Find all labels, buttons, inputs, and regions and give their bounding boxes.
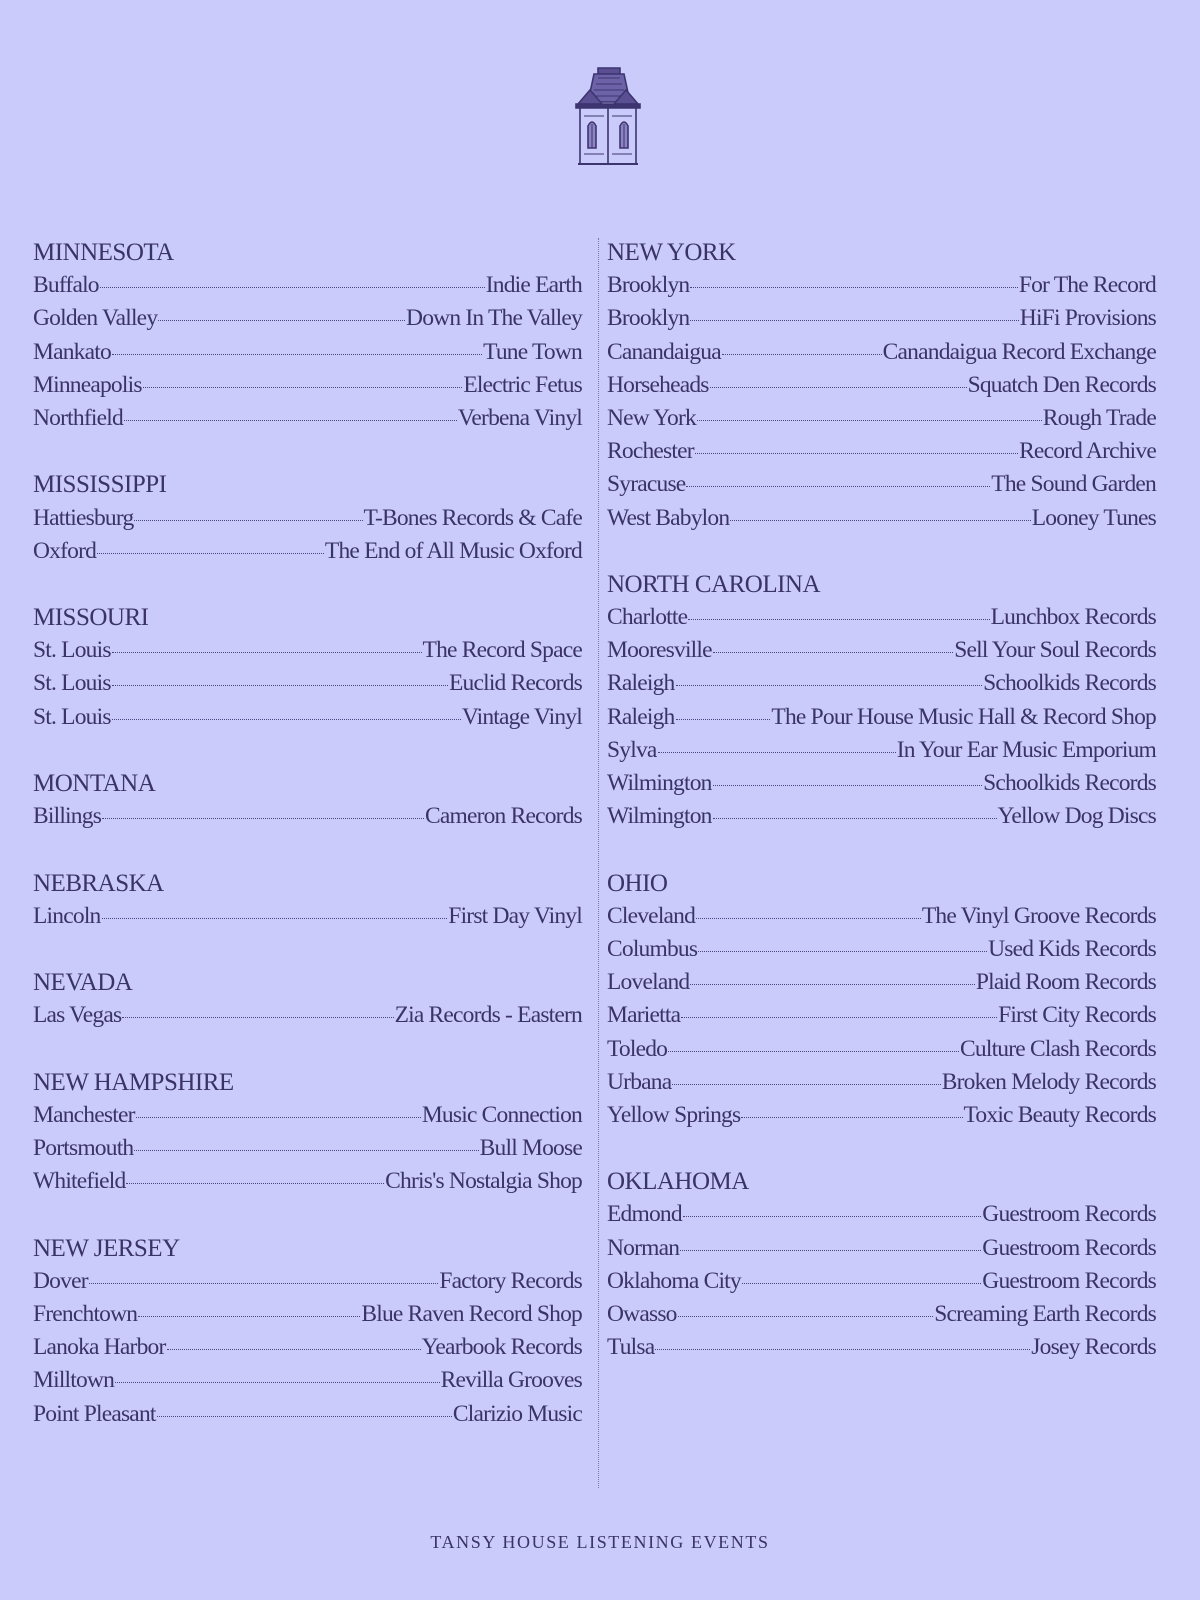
store-row (607, 601, 1156, 634)
dot-leader (100, 287, 485, 288)
store-name: T-Bones Records & Cafe (363, 504, 582, 531)
store-row (607, 900, 1156, 933)
city-name: Golden Valley (33, 305, 158, 332)
footer-title: TANSY HOUSE LISTENING EVENTS (430, 1532, 770, 1552)
store-row (607, 402, 1156, 435)
store-name: Revilla Grooves (440, 1367, 582, 1394)
store-name: Electric Fetus (463, 371, 582, 398)
store-row (607, 1298, 1156, 1331)
store-name: Guestroom Records (982, 1234, 1156, 1261)
city-name: Yellow Springs (607, 1101, 741, 1128)
store-name: Vintage Vinyl (461, 703, 582, 730)
store-name: The Sound Garden (991, 471, 1156, 498)
state-heading: MINNESOTA (33, 239, 174, 266)
city-name: Dover (33, 1267, 88, 1294)
store-name: Looney Tunes (1031, 504, 1156, 531)
dot-leader (167, 1349, 421, 1350)
store-name: Broken Melody Records (941, 1068, 1156, 1095)
store-row (33, 999, 582, 1032)
state-section (33, 236, 582, 435)
store-row (33, 1298, 582, 1331)
city-name: Charlotte (607, 604, 688, 631)
dot-leader (672, 1084, 940, 1085)
dot-leader (698, 951, 987, 952)
store-row (33, 1265, 582, 1298)
store-row (33, 535, 582, 568)
store-name: Record Archive (1019, 438, 1156, 465)
store-row (33, 1132, 582, 1165)
state-section (607, 867, 1156, 1133)
house-logo-icon (570, 64, 646, 168)
dot-leader (143, 387, 463, 388)
store-name: The Pour House Music Hall & Record Shop (771, 703, 1156, 730)
store-row (607, 1331, 1156, 1364)
state-heading: MISSISSIPPI (33, 471, 167, 499)
city-name: Lanoka Harbor (33, 1334, 166, 1361)
store-name: Screaming Earth Records (934, 1301, 1156, 1327)
store-row (607, 269, 1156, 302)
store-row (607, 502, 1156, 535)
store-name: Music Connection (421, 1101, 582, 1128)
city-name: Raleigh (607, 670, 675, 697)
dot-leader (655, 1349, 1030, 1350)
state-section (33, 867, 582, 933)
city-name: Loveland (607, 969, 690, 996)
city-name: Sylva (607, 736, 657, 763)
store-name: Yearbook Records (421, 1334, 582, 1361)
store-row (607, 1232, 1156, 1265)
city-name: Wilmington (607, 803, 712, 830)
store-name: Down In The Valley (406, 305, 582, 332)
city-name: Point Pleasant (33, 1400, 156, 1427)
store-row (33, 701, 582, 734)
city-name: Toledo (607, 1035, 668, 1062)
city-name: West Babylon (607, 504, 730, 531)
dot-leader (676, 685, 983, 686)
city-name: Edmond (607, 1201, 682, 1228)
store-name: The End of All Music Oxford (324, 537, 582, 564)
store-row (607, 634, 1156, 667)
dot-leader (681, 1017, 997, 1018)
store-name: In Your Ear Music Emporium (896, 736, 1156, 763)
store-name: Squatch Den Records (967, 371, 1156, 398)
store-name: For The Record (1018, 272, 1156, 299)
city-name: Horseheads (607, 371, 709, 398)
dot-leader (686, 486, 990, 487)
store-row (607, 435, 1156, 468)
dot-leader (690, 320, 1018, 321)
city-name: Brooklyn (607, 272, 690, 299)
dot-leader (112, 354, 482, 355)
city-name: Hattiesburg (33, 504, 134, 531)
store-name: The Vinyl Groove Records (921, 902, 1156, 929)
store-row (33, 1364, 582, 1397)
store-row (607, 468, 1156, 501)
left-column (33, 236, 582, 1464)
city-name: Marietta (607, 1002, 681, 1029)
store-name: Plaid Room Records (975, 969, 1156, 996)
state-section (33, 601, 582, 734)
state-heading: MISSOURI (33, 604, 149, 632)
store-row (33, 1099, 582, 1132)
dot-leader (136, 1117, 421, 1118)
store-row (607, 336, 1156, 369)
store-row (33, 402, 582, 435)
dot-leader (678, 1316, 934, 1317)
city-name: Whitefield (33, 1168, 126, 1195)
store-name: Yellow Dog Discs (997, 803, 1156, 830)
state-section (33, 468, 582, 568)
state-section (33, 767, 582, 833)
store-row (607, 1066, 1156, 1099)
dot-leader (722, 354, 882, 355)
store-name: Zia Records - Eastern (394, 1002, 582, 1029)
store-name: The Record Space (422, 637, 582, 664)
store-name: Guestroom Records (982, 1201, 1156, 1228)
dot-leader (710, 387, 967, 388)
state-section (607, 1165, 1156, 1364)
store-name: Euclid Records (448, 670, 582, 697)
state-heading: NEW HAMPSHIRE (33, 1068, 234, 1096)
store-row (33, 900, 582, 933)
dot-leader (680, 1250, 981, 1251)
dot-leader (102, 918, 448, 919)
store-name: Chris's Nostalgia Shop (385, 1168, 582, 1195)
store-name: Bull Moose (479, 1135, 582, 1162)
store-name: Blue Raven Record Shop (361, 1301, 582, 1327)
store-name: Verbena Vinyl (457, 404, 582, 431)
store-name: Canandaigua Record Exchange (882, 338, 1156, 365)
column-divider (598, 238, 599, 1488)
city-name: Brooklyn (607, 305, 690, 332)
city-name: Frenchtown (33, 1301, 138, 1327)
city-name: Rochester (607, 438, 694, 465)
dot-leader (683, 1216, 981, 1217)
store-row (33, 269, 582, 302)
dot-leader (157, 1416, 452, 1417)
city-name: St. Louis (33, 637, 111, 664)
store-name: Factory Records (439, 1267, 582, 1294)
city-name: Minneapolis (33, 371, 142, 398)
dot-leader (697, 420, 1042, 421)
dot-leader (690, 984, 975, 985)
store-name: Rough Trade (1042, 404, 1156, 431)
store-name: First Day Vinyl (448, 902, 582, 929)
dot-leader (668, 1051, 959, 1052)
store-name: Cameron Records (424, 803, 582, 830)
store-name: Josey Records (1031, 1334, 1156, 1361)
store-row (33, 667, 582, 700)
city-name: Manchester (33, 1101, 135, 1128)
store-name: Clarizio Music (452, 1400, 582, 1427)
dot-leader (695, 453, 1018, 454)
store-name: Culture Clash Records (960, 1035, 1156, 1062)
state-section (33, 966, 582, 1032)
store-row (33, 336, 582, 369)
store-row (33, 634, 582, 667)
dot-leader (134, 1150, 478, 1151)
dot-leader (97, 553, 324, 554)
store-row (607, 767, 1156, 800)
store-name: First City Records (998, 1002, 1156, 1029)
dot-leader (730, 520, 1030, 521)
store-row (607, 701, 1156, 734)
store-row (33, 302, 582, 335)
dot-leader (742, 1283, 981, 1284)
dot-leader (138, 1316, 360, 1317)
store-row (607, 966, 1156, 999)
state-heading: OKLAHOMA (607, 1168, 749, 1196)
store-row (33, 800, 582, 833)
right-column (607, 236, 1156, 1398)
store-name: Used Kids Records (988, 935, 1156, 962)
dot-leader (112, 685, 448, 686)
store-row (33, 369, 582, 402)
store-name: Tune Town (483, 338, 582, 365)
state-heading: OHIO (607, 869, 668, 897)
city-name: Oklahoma City (607, 1267, 741, 1294)
state-heading: NEVADA (33, 969, 133, 997)
dot-leader (115, 1382, 440, 1383)
dot-leader (713, 652, 953, 653)
store-name: Sell Your Soul Records (954, 637, 1156, 664)
city-name: Raleigh (607, 703, 675, 730)
state-section (607, 568, 1156, 834)
store-name: HiFi Provisions (1019, 305, 1156, 332)
store-row (607, 800, 1156, 833)
city-name: Cleveland (607, 902, 696, 929)
dot-leader (122, 1017, 393, 1018)
store-row (607, 667, 1156, 700)
store-row (607, 933, 1156, 966)
dot-leader (124, 420, 457, 421)
state-heading: NEW YORK (607, 239, 736, 266)
dot-leader (676, 719, 771, 720)
city-name: New York (607, 404, 696, 431)
dot-leader (89, 1283, 439, 1284)
dot-leader (112, 652, 422, 653)
store-row (33, 1331, 582, 1364)
city-name: Milltown (33, 1367, 115, 1394)
city-name: Billings (33, 803, 102, 830)
store-row (607, 1099, 1156, 1132)
city-name: Urbana (607, 1068, 672, 1095)
store-row (607, 999, 1156, 1032)
city-name: Buffalo (33, 272, 99, 299)
dot-leader (741, 1117, 962, 1118)
dot-leader (112, 719, 461, 720)
dot-leader (102, 818, 424, 819)
dot-leader (713, 818, 997, 819)
city-name: Portsmouth (33, 1135, 134, 1162)
store-name: Schoolkids Records (983, 670, 1156, 697)
city-name: Syracuse (607, 471, 686, 498)
store-row (607, 369, 1156, 402)
city-name: Lincoln (33, 902, 101, 929)
store-row (33, 502, 582, 535)
store-row (607, 1265, 1156, 1298)
dot-leader (126, 1183, 384, 1184)
dot-leader (158, 320, 405, 321)
store-row (33, 1165, 582, 1198)
store-name: Guestroom Records (982, 1267, 1156, 1294)
store-row (607, 1198, 1156, 1231)
city-name: St. Louis (33, 703, 111, 730)
store-row (607, 734, 1156, 767)
city-name: Owasso (607, 1301, 677, 1327)
city-name: Wilmington (607, 770, 712, 796)
city-name: Mooresville (607, 637, 712, 664)
city-name: Norman (607, 1234, 680, 1261)
state-section (33, 1232, 582, 1431)
city-name: St. Louis (33, 670, 111, 697)
store-row (33, 1398, 582, 1431)
dot-leader (713, 785, 982, 786)
state-heading: MONTANA (33, 770, 156, 797)
dot-leader (688, 619, 989, 620)
store-row (607, 1033, 1156, 1066)
city-name: Canandaigua (607, 338, 721, 365)
store-name: Indie Earth (485, 272, 582, 299)
store-name: Schoolkids Records (983, 770, 1156, 796)
store-row (607, 302, 1156, 335)
store-name: Lunchbox Records (990, 604, 1156, 631)
dot-leader (690, 287, 1017, 288)
state-section (33, 1066, 582, 1199)
city-name: Columbus (607, 935, 698, 962)
state-heading: NORTH CAROLINA (607, 570, 821, 598)
store-name: Toxic Beauty Records (963, 1101, 1156, 1128)
state-heading: NEBRASKA (33, 869, 164, 897)
dot-leader (696, 918, 921, 919)
city-name: Las Vegas (33, 1002, 122, 1029)
dot-leader (658, 752, 896, 753)
city-name: Mankato (33, 338, 111, 365)
state-heading: NEW JERSEY (33, 1234, 180, 1262)
city-name: Oxford (33, 537, 97, 564)
state-section (607, 236, 1156, 535)
city-name: Tulsa (607, 1334, 655, 1361)
city-name: Northfield (33, 404, 123, 431)
dot-leader (134, 520, 362, 521)
